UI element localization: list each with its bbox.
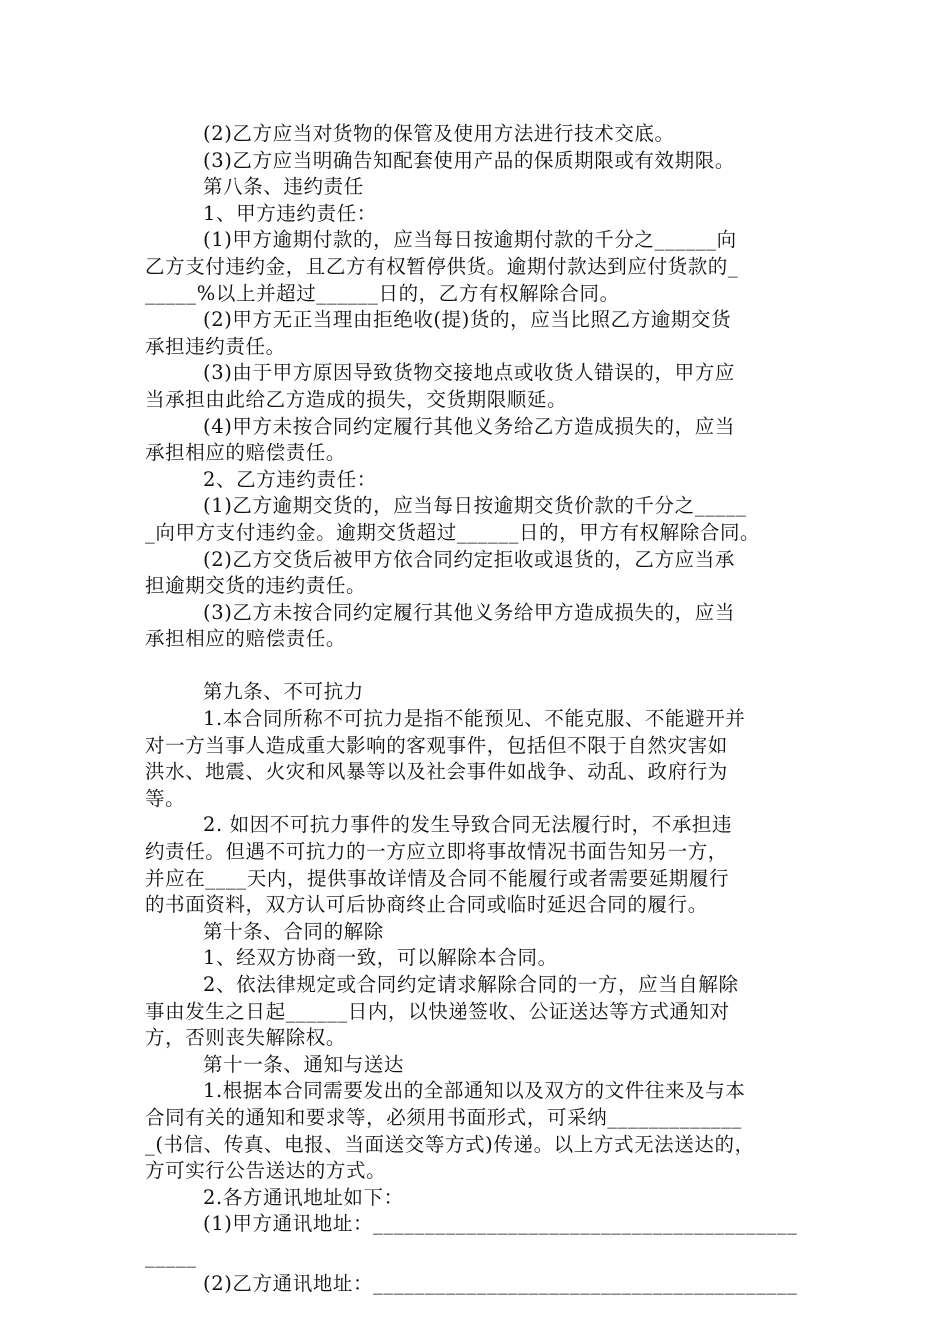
- text-line: 对一方当事人造成重大影响的客观事件，包括但不限于自然灾害如: [145, 733, 728, 757]
- text-line: (3)由于甲方原因导致货物交接地点或收货人错误的，甲方应: [203, 361, 735, 385]
- text-line: 合同有关的通知和要求等，必须用书面形式，可采纳_____________: [145, 1105, 742, 1129]
- text-line: 承担违约责任。: [145, 334, 286, 358]
- text-line: 第十条、合同的解除: [203, 919, 384, 943]
- text-line: 方，否则丧失解除权。: [145, 1026, 347, 1050]
- text-line: 1、经双方协商一致，可以解除本合同。: [203, 946, 558, 970]
- text-line: 2.各方通讯地址如下：: [203, 1185, 404, 1209]
- text-line: _(书信、传真、电报、当面送交等方式)传递。以上方式无法送达的，: [145, 1132, 755, 1156]
- text-line: (3)乙方未按合同约定履行其他义务给甲方造成损失的，应当: [203, 600, 735, 624]
- text-line: 担逾期交货的违约责任。: [145, 574, 367, 598]
- text-line: (2)乙方交货后被甲方依合同约定拒收或退货的，乙方应当承: [203, 547, 735, 571]
- text-line: _向甲方支付违约金。逾期交货超过______日的，甲方有权解除合同。: [145, 520, 761, 544]
- text-line: 第八条、违约责任: [203, 175, 364, 199]
- text-line: 的书面资料，双方认可后协商终止合同或临时延迟合同的履行。: [145, 893, 708, 917]
- text-line: 1.本合同所称不可抗力是指不能预见、不能克服、不能避开并: [203, 707, 746, 731]
- text-line: 承担相应的赔偿责任。: [145, 627, 347, 651]
- text-line: 约责任。但遇不可抗力的一方应立即将事故情况书面告知另一方，: [145, 840, 728, 864]
- text-line: (2)乙方应当对货物的保管及使用方法进行技术交底。: [203, 122, 675, 145]
- text-line: 方可实行公告送达的方式。: [145, 1159, 387, 1183]
- text-line: 当承担由此给乙方造成的损失，交货期限顺延。: [145, 387, 568, 411]
- text-line: 2. 如因不可抗力事件的发生导致合同无法履行时，不承担违: [203, 813, 733, 837]
- text-line: 第九条、不可抗力: [203, 680, 364, 704]
- text-line: (1)甲方逾期付款的，应当每日按逾期付款的千分之______向: [203, 228, 737, 252]
- text-line: 事由发生之日起______日内，以快递签收、公证送达等方式通知对: [145, 999, 730, 1023]
- text-line: 第十一条、通知与送达: [203, 1052, 405, 1076]
- text-line: _____: [145, 1244, 197, 1268]
- text-line: 1、甲方违约责任：: [203, 201, 377, 225]
- text-line: 2、依法律规定或合同约定请求解除合同的一方，应当自解除: [203, 973, 739, 996]
- text-line: (1)乙方逾期交货的，应当每日按逾期交货价款的千分之_____: [203, 494, 747, 518]
- text-line: (3)乙方应当明确告知配套使用产品的保质期限或有效期限。: [203, 148, 735, 172]
- text-line: 乙方支付违约金，且乙方有权暂停供货。逾期付款达到应付货款的_: [145, 254, 739, 278]
- text-line: _____%以上并超过______日的，乙方有权解除合同。: [145, 281, 620, 305]
- text-line: 等。: [145, 786, 186, 810]
- contract-page: [145, 121, 810, 1297]
- text-line: 并应在____天内，提供事故详情及合同不能履行或者需要延期履行: [145, 866, 730, 890]
- text-line: (2)甲方无正当理由拒绝收(提)货的，应当比照乙方逾期交货: [203, 308, 732, 332]
- blank-line: [145, 653, 810, 680]
- text-line: 1.根据本合同需要发出的全部通知以及双方的文件往来及与本: [203, 1079, 746, 1103]
- text-line: (1)甲方通讯地址：_________________________________________: [203, 1212, 798, 1236]
- text-line: (2)乙方通讯地址：_________________________________________: [203, 1271, 798, 1295]
- text-line: 洪水、地震、火灾和风暴等以及社会事件如战争、动乱、政府行为: [145, 760, 728, 784]
- text-line: (4)甲方未按合同约定履行其他义务给乙方造成损失的，应当: [203, 414, 735, 438]
- text-line: 承担相应的赔偿责任。: [145, 441, 347, 465]
- text-line: 2、乙方违约责任：: [203, 467, 377, 491]
